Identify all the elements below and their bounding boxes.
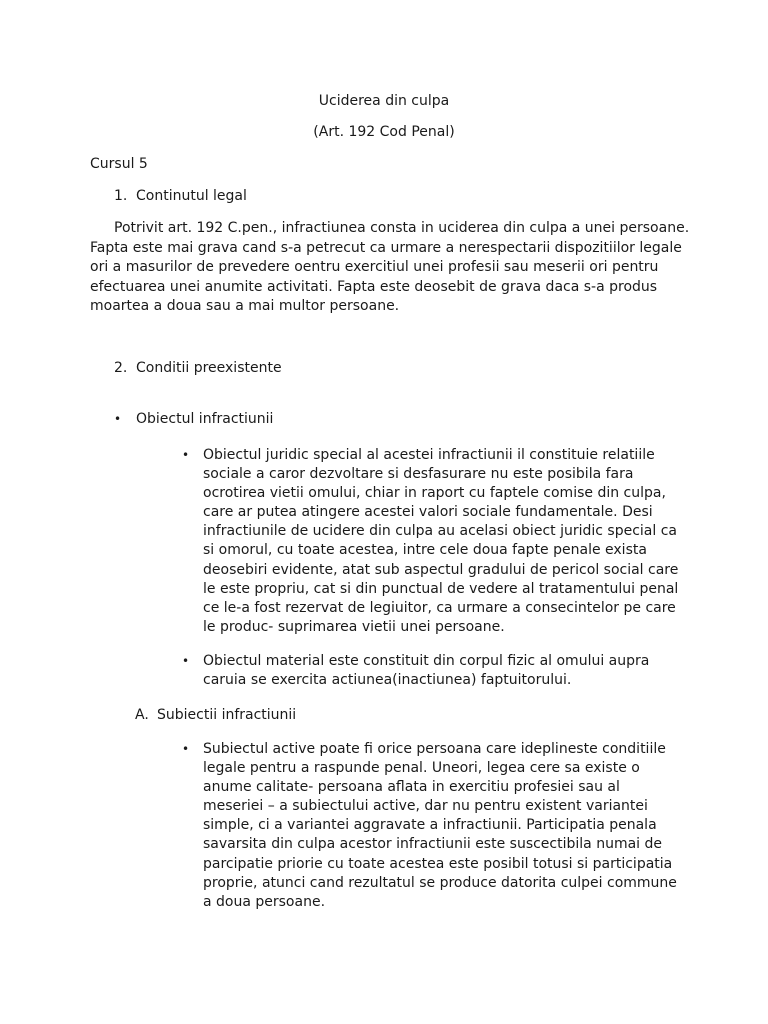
section-heading-conditii <box>114 359 282 378</box>
section-heading-text: Continutul legal <box>136 188 247 204</box>
list-item-obiect-material <box>182 652 682 690</box>
document-subtitle: (Art. 192 Cod Penal) <box>313 124 455 140</box>
course-label: Cursul 5 <box>90 156 148 172</box>
section-heading-text: Conditii preexistente <box>136 360 282 376</box>
bullet-text: Obiectul infractiunii <box>136 411 274 427</box>
list-item-obiect-juridic <box>182 446 682 637</box>
list-item-subiect-activ <box>182 740 682 912</box>
section-heading-text: Subiectii infractiunii <box>157 707 297 723</box>
paragraph-legal-content: Potrivit art. 192 C.pen., infractiunea consta in uciderea din culpa a unei persoane. Fapta este mai grava cand s-a petrecut ca urmare a nerespectarii dispozitiilor legale ori a masurilor de prevedere oentru exercitiul unei profesii sau meserii ori pentru efectuarea unei anumite activitati. Fapta este deosebit de grava daca s-a produs moartea a doua sau a mai multor persoane. <box>90 220 690 314</box>
section-heading-subiectii <box>135 706 296 725</box>
bullet-icon: • <box>182 448 190 462</box>
list-item-text: Subiectul active poate fi orice persoana care ideplineste conditiile legale pentru a raspunde penal. Uneori, legea cere sa existe o anume calitate- persoana aflata in exercitiu profesiei sau al meseriei – a subiectului active, dar nu pentru existent variantei simple, ci a variantei aggravate a infractiunii. Participatia penala savarsita din culpa acestor infractiunii este suscectibila numai de parcipatie priorie cu toate acestea este posibil totusi si participatia proprie, atunci cand rezultatul se produce datorita culpei commune a doua persoane. <box>203 741 677 910</box>
section-heading-continutul <box>114 187 247 206</box>
list-item-text: Obiectul material este constituit din corpul fizic al omului aupra caruia se exercita actiunea(inactiunea) faptuitorului. <box>203 653 650 689</box>
bullet-obiectul <box>114 410 273 429</box>
bullet-icon: • <box>114 412 122 426</box>
bullet-icon: • <box>182 654 190 668</box>
section-letter: A. <box>135 707 149 723</box>
list-item-text: Obiectul juridic special al acestei infractiunii il constituie relatiile sociale a caror dezvoltare si desfasurare nu este posibila fara ocrotirea vietii omului, chiar in raport cu faptele comise din culpa, care ar putea atingere acestei valori sociale fundamentale. Desi infractiunile de ucidere din culpa au acelasi obiect juridic special ca si omorul, cu toate acestea, intre cele doua fapte penale exista deosebiri evidente, atat sub aspectul gradului de pericol social care le este propriu, cat si din punctual de vedere al tratamentului penal ce le-a fost rezervat de legiuitor, ca urmare a consecintelor pe care le produc- suprimarea vietii unei persoane. <box>203 447 679 635</box>
document-title: Uciderea din culpa <box>318 93 450 109</box>
section-number: 2. <box>114 360 128 376</box>
section-number: 1. <box>114 188 128 204</box>
bullet-icon: • <box>182 742 190 756</box>
